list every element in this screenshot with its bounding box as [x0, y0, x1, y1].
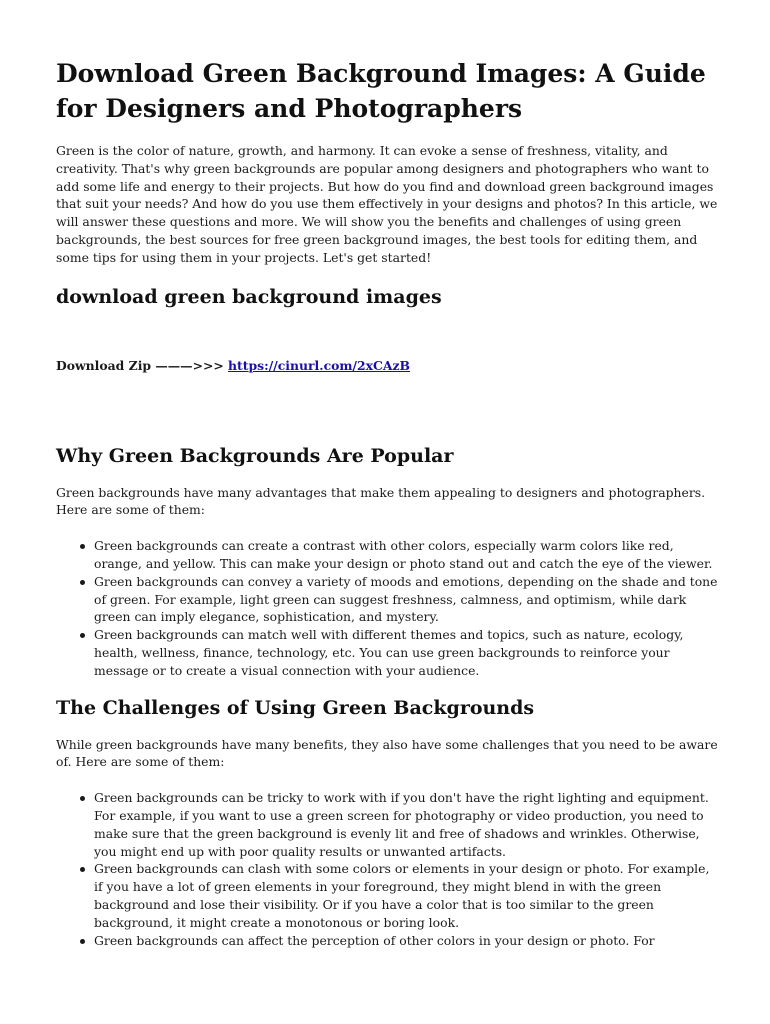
section-heading-challenges: The Challenges of Using Green Backgrounds [56, 696, 535, 719]
section-intro-popular: Green backgrounds have many advantages that make them appealing to designers and photographers. Here are some of them: [56, 484, 706, 518]
list-item: Green backgrounds can convey a variety of moods and emotions, depending on the shade and tone of green. For example, light green can suggest freshness, calmness, and optimism, while dark green can imply elegance, sophistication, and mystery. [94, 573, 718, 625]
section-intro-challenges: While green backgrounds have many benefits, they also have some challenges that you need to be aware of. Here are some of them: [56, 736, 718, 770]
page-title: Download Green Background Images: A Guide for Designers and Photographers [56, 59, 706, 123]
list-item: Green backgrounds can be tricky to work with if you don't have the right lighting and equipment. For example, if you want to use a green screen for photography or video production, you need to make sure that the green background is evenly lit and free of shadows and wrinkles. Otherwise, you might end up with poor quality results or unwanted artifacts. [94, 789, 718, 860]
download-line [56, 357, 718, 375]
challenges-list [56, 789, 718, 949]
list-item: Green backgrounds can clash with some colors or elements in your design or photo. For example, if you have a lot of green elements in your foreground, they might blend in with the green background and lose their visibility. Or if you have a color that is too similar to the green background, it might create a monotonous or boring look. [94, 860, 718, 931]
intro-paragraph: Green is the color of nature, growth, and harmony. It can evoke a sense of freshness, vitality, and creativity. That's why green backgrounds are popular among designers and photographers who want to add some life and energy to their projects. But how do you find and download green background images that suit your needs? And how do you use them effectively in your designs and photos? In this article, we will answer these questions and more. We will show you the benefits and challenges of using green backgrounds, the best sources for free green background images, the best tools for editing them, and some tips for using them in your projects. Let's get started! [56, 143, 718, 265]
download-link[interactable]: https://cinurl.com/2xCAzB [228, 357, 411, 373]
list-item: Green backgrounds can affect the perception of other colors in your design or photo. For [94, 932, 718, 950]
section-heading-popular: Why Green Backgrounds Are Popular [56, 444, 454, 467]
keyword-heading: download green background images [56, 285, 442, 308]
download-label: Download Zip ———>>> [56, 357, 229, 373]
list-item: Green backgrounds can create a contrast with other colors, especially warm colors like red, orange, and yellow. This can make your design or photo stand out and catch the eye of the viewer. [94, 537, 718, 573]
list-item: Green backgrounds can match well with different themes and topics, such as nature, ecology, health, wellness, finance, technology, etc. You can use green backgrounds to reinforce your message or to create a visual connection with your audience. [94, 626, 718, 679]
document-page [56, 56, 718, 949]
advantages-list [56, 537, 718, 679]
